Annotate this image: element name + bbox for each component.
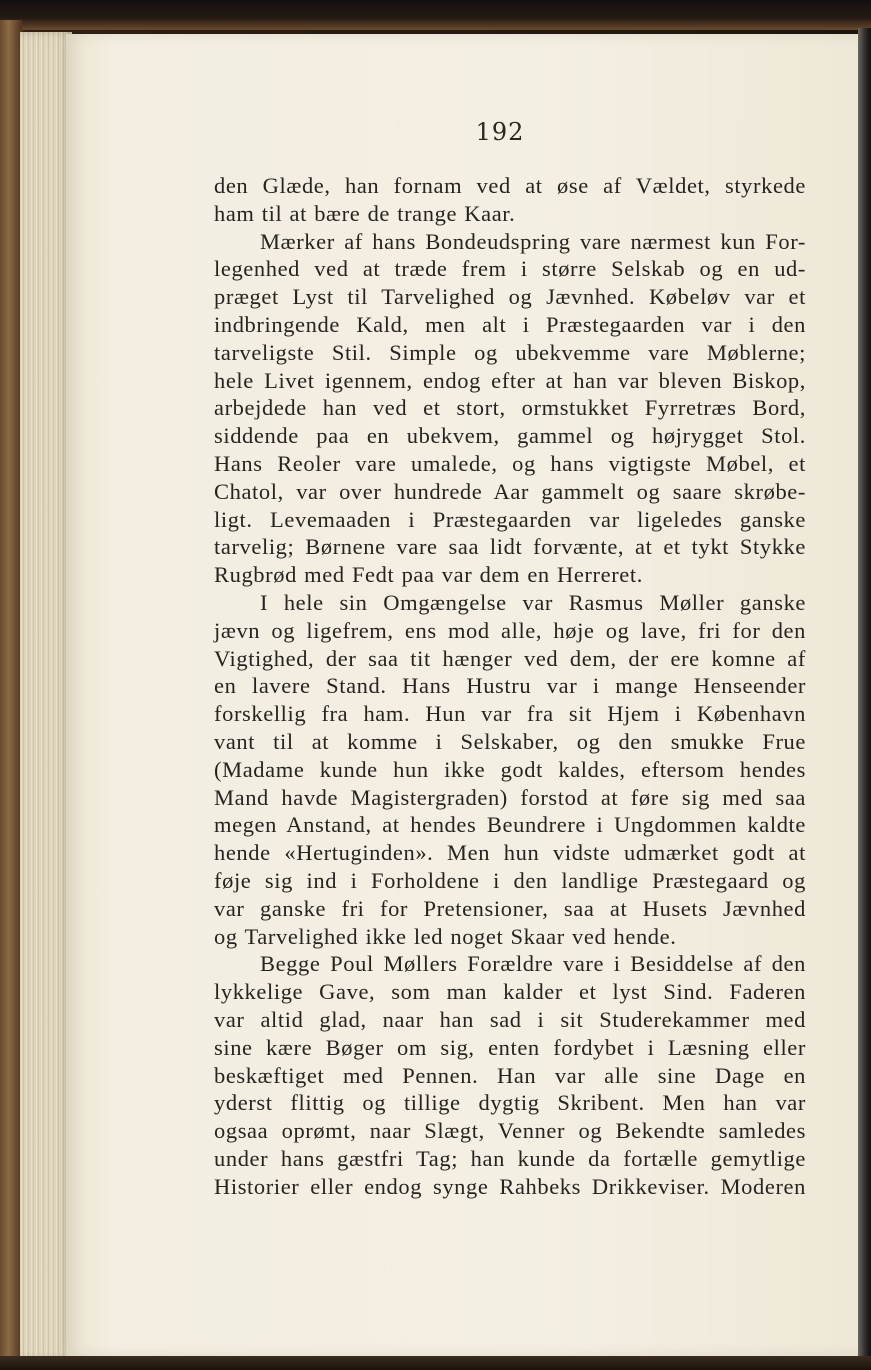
- text-line: føje sig ind i Forholdene i den landlige Præstegaard og: [214, 867, 806, 893]
- text-line: Chatol, var over hundrede Aar gammelt og saare skrøbe-: [214, 478, 806, 504]
- text-line: tarvelig; Børnene vare saa lidt forvænte, at et tykt Stykke: [214, 534, 806, 560]
- text-line: ligt. Levemaaden i Præstegaarden var ligeledes ganske: [214, 506, 806, 532]
- text-line: Begge Poul Møllers Forældre vare i Besiddelse af den: [260, 951, 806, 977]
- text-line: under hans gæstfri Tag; han kunde da fortælle gemytlige: [214, 1145, 806, 1171]
- text-line: sine kære Bøger om sig, enten fordybet i Læsning eller: [214, 1034, 806, 1060]
- text-line: hende «Hertuginden». Men hun vidste udmærket godt at: [214, 840, 806, 866]
- text-line: Mærker af hans Bondeudspring vare nærmest kun For-: [260, 228, 806, 254]
- text-line: og Tarvelighed ikke led noget Skaar ved hende.: [214, 923, 677, 949]
- book-top-edge: [0, 0, 871, 30]
- text-line: Mand havde Magistergraden) forstod at føre sig med saa: [214, 784, 806, 810]
- text-line: ogsaa oprømt, naar Slægt, Venner og Bekendte samledes: [214, 1118, 806, 1144]
- page-number: 192: [475, 118, 525, 146]
- page-edges-stack: [20, 32, 72, 1360]
- text-line: hele Livet igennem, endog efter at han var bleven Biskop,: [214, 367, 806, 393]
- text-line: forskellig fra ham. Hun var fra sit Hjem i København: [214, 701, 806, 727]
- text-line: beskæftiget med Pennen. Han var alle sine Dage en: [214, 1062, 806, 1088]
- gutter-shadow: [858, 28, 871, 1370]
- text-line: jævn og ligefrem, ens mod alle, høje og lave, fri for den: [214, 617, 806, 643]
- text-line: den Glæde, han fornam ved at øse af Vældet, styrkede: [214, 173, 806, 198]
- text-line: yderst flittig og tillige dygtig Skribent. Men han var: [214, 1090, 806, 1116]
- text-line: ham til at bære de trange Kaar.: [214, 200, 516, 226]
- book-bottom-edge: [0, 1356, 871, 1370]
- text-line: tarveligste Stil. Simple og ubekvemme vare Møblerne;: [214, 339, 806, 365]
- text-line: siddende paa en ubekvem, gammel og højrygget Stol.: [214, 423, 806, 449]
- text-line: indbringende Kald, men alt i Præstegaarden var i den: [214, 311, 806, 337]
- text-line: megen Anstand, at hendes Beundrere i Ungdommen kaldte: [214, 812, 806, 838]
- text-line: Historier eller endog synge Rahbeks Drikkeviser. Moderen: [214, 1173, 806, 1199]
- text-line: var altid glad, naar han sad i sit Studerekammer med: [214, 1006, 806, 1032]
- text-line: I hele sin Omgængelse var Rasmus Møller ganske: [260, 589, 806, 615]
- text-line: var ganske fri for Pretensioner, saa at Husets Jævnhed: [214, 895, 806, 921]
- text-line: præget Lyst til Tarvelighed og Jævnhed. Købeløv var et: [214, 284, 806, 310]
- text-line: (Madame kunde hun ikke godt kaldes, eftersom hendes: [214, 756, 806, 782]
- text-line: legenhed ved at træde frem i større Selskab og en ud-: [214, 256, 806, 282]
- text-line: Vigtighed, der saa tit hænger ved dem, der ere komne af: [214, 645, 806, 671]
- text-line: arbejdede han ved et stort, ormstukket Fyrretræs Bord,: [214, 395, 806, 421]
- book-cover-left: [0, 20, 22, 1370]
- text-line: Rugbrød med Fedt paa var dem en Herreret.: [214, 562, 643, 588]
- body-text: [214, 172, 806, 1200]
- text-line: en lavere Stand. Hans Hustru var i mange Henseender: [214, 673, 806, 699]
- text-line: vant til at komme i Selskaber, og den smukke Frue: [214, 728, 806, 754]
- text-line: Hans Reoler vare umalede, og hans vigtigste Møbel, et: [214, 450, 806, 476]
- text-line: lykkelige Gave, som man kalder et lyst Sind. Faderen: [214, 979, 806, 1005]
